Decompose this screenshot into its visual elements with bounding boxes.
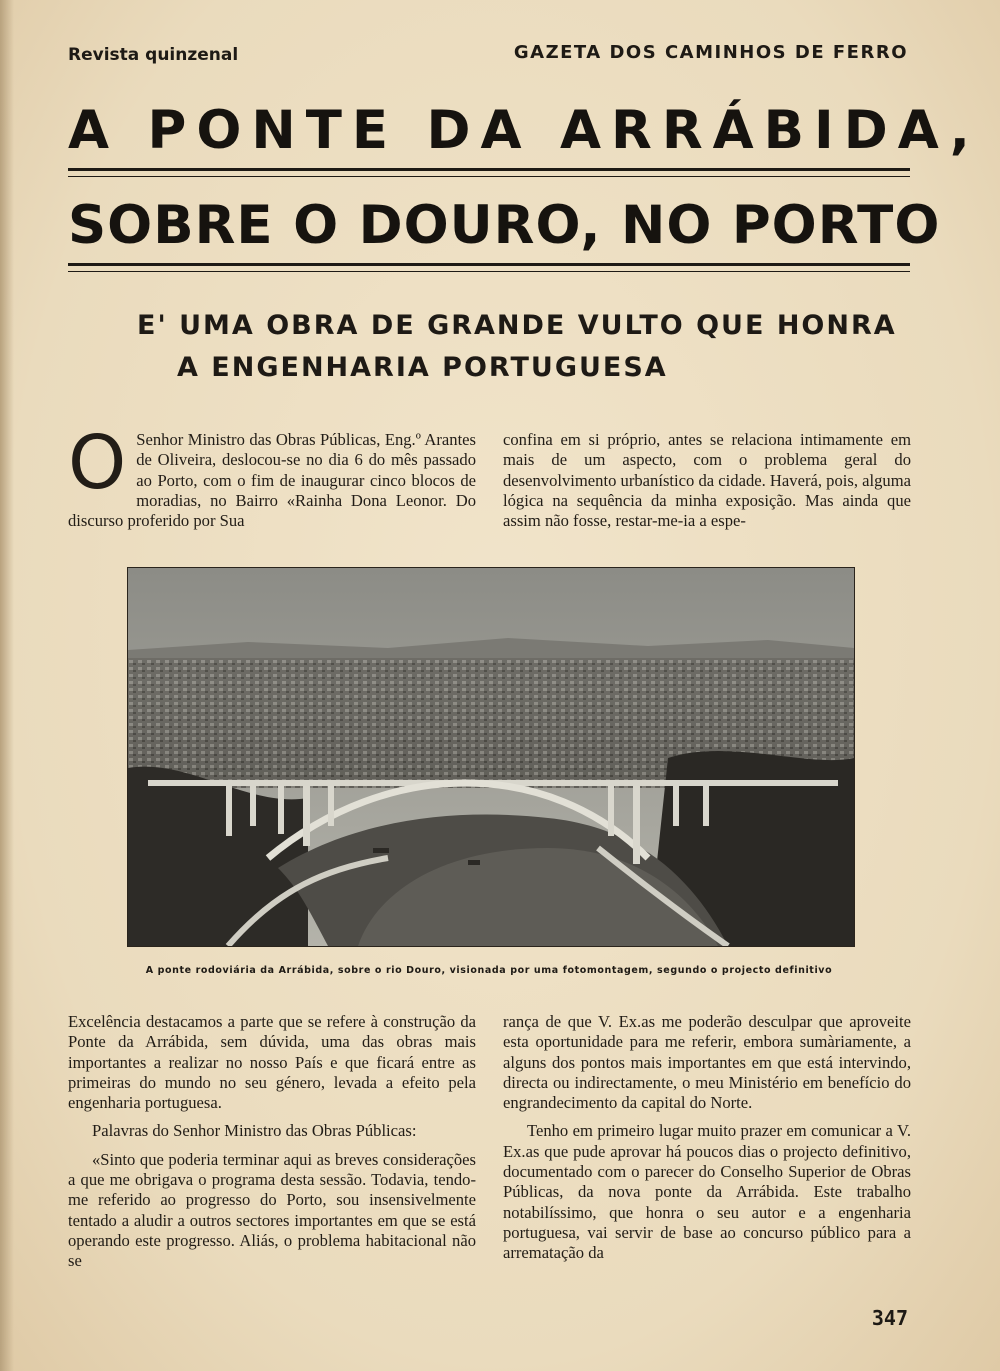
article-paragraph: rança de que V. Ex.as me poderão desculpar que aproveite esta oportunidade para me referir, embora sumàriamente, a alguns dos pontos mais importantes em que está intervindo, directa ou indirectamente, o meu Ministério em benefício do engrandecimento da capital do Norte. [503,1012,911,1113]
subheadline-line-2: A ENGENHARIA PORTUGUESA [177,352,668,383]
photo-caption: A ponte rodoviária da Arrábida, sobre o rio Douro, visionada por uma fotomontagem, segundo o projecto definitivo [145,965,833,976]
header-publication-frequency: Revista quinzenal [68,45,239,65]
bridge-photo [127,567,855,947]
article-column-4 [503,1012,911,1272]
article-paragraph: Excelência destacamos a parte que se refere à construção da Ponte da Arrábida, sem dúvida, uma das obras mais importantes a realizar no nosso País e que ficará entre as primeiras do mundo no seu género, levada a efeito pela engenharia portuguesa. [68,1012,476,1113]
article-paragraph: Tenho em primeiro lugar muito prazer em comunicar a V. Ex.as que pude aprovar há poucos dias o projecto definitivo, documentado com o parecer do Conselho Superior de Obras Públicas, da nova ponte da Arrábida. Este trabalho notabilíssimo, que honra o seu autor e a engenharia portuguesa, vai servir de base ao concurso público para a arrematação da [503,1121,911,1263]
headline-rule-thick [68,168,910,171]
article-column-1-text: Senhor Ministro das Obras Públicas, Eng.º Arantes de Oliveira, deslocou-se no dia 6 do mês passado ao Porto, com o fim de inaugurar cinco blocos de moradias, no Bairro «Rainha Dona Leonor. Do discurso proferido por Sua [68,430,476,531]
article-paragraph: Palavras do Senhor Ministro das Obras Públicas: [92,1121,417,1141]
article-column-2-text: confina em si próprio, antes se relaciona intimamente em mais de um aspecto, com o problema geral do desenvolvimento urbanístico da cidade. Haverá, pois, alguma lógica na sequência da minha exposição. Mas ainda que assim não fosse, restar-me-ia a espe- [503,430,911,531]
headline-rule-thin-2 [68,271,910,272]
article-column-1 [68,420,476,531]
page-number: 347 [871,1306,908,1330]
header-magazine-name: GAZETA DOS CAMINHOS DE FERRO [513,42,908,63]
headline-line-2: SOBRE O DOURO, NO PORTO [68,195,941,256]
article-column-2 [503,430,911,552]
page-edge-shadow [0,0,14,1371]
headline-rule-thin [68,176,910,177]
article-paragraph: «Sinto que poderia terminar aqui as breves considerações a que me obrigava o programa desta sessão. Todavia, tendo-me referido ao progresso do Porto, sou insensivelmente tentado a aludir a outros sectores importantes em que se está operando este progresso. Aliás, o problema habitacional não se [68,1149,476,1271]
headline-line-1: A PONTE DA ARRÁBIDA, [68,100,980,161]
article-column-3 [68,1012,476,1280]
headline-rule-thick-2 [68,263,910,266]
subheadline-line-1: E' UMA OBRA DE GRANDE VULTO QUE HONRA [137,310,897,341]
drop-cap: O [68,420,127,506]
